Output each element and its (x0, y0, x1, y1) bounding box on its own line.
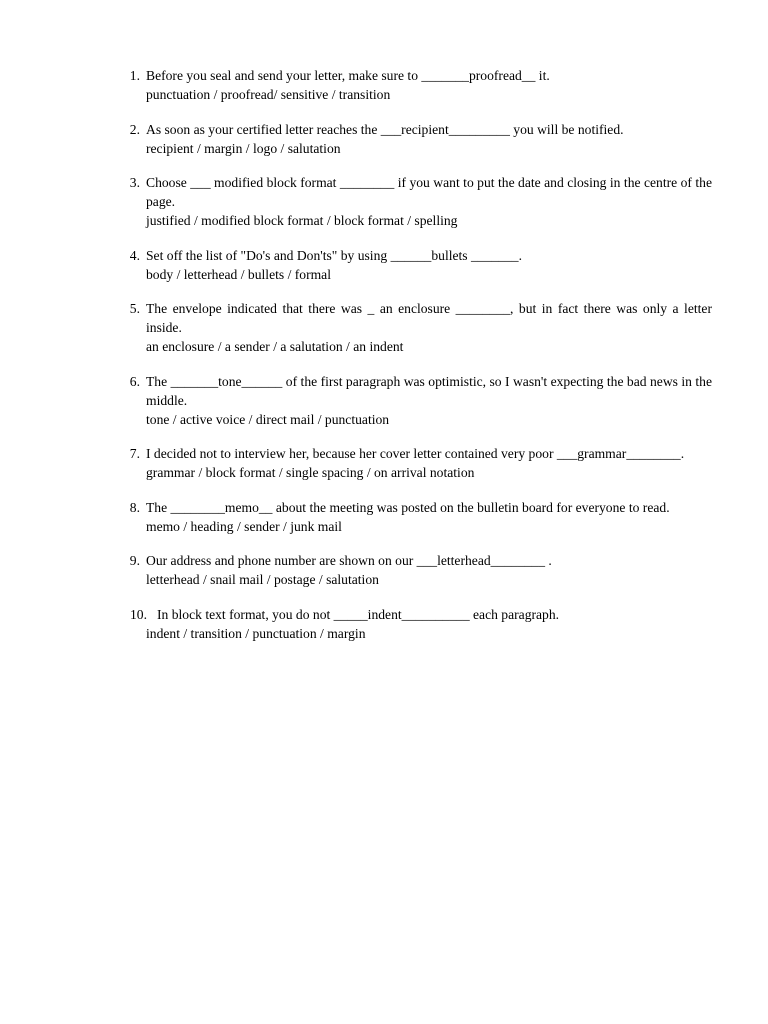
question-item-9 (0, 551, 768, 589)
question-options: body / letterhead / bullets / formal (146, 266, 331, 282)
question-number: 10. (130, 606, 147, 622)
question-item-7 (0, 444, 768, 482)
question-number: 7. (129, 446, 140, 461)
question-item-4 (0, 246, 768, 284)
question-text: Before you seal and send your letter, make sure to _______proofread__ it. (146, 68, 550, 83)
question-text: Choose ___ modified block format ________ if you want to put the date and closing in the centre of the page. (146, 175, 712, 209)
question-options: recipient / margin / logo / salutation (146, 140, 341, 156)
question-options: an enclosure / a sender / a salutation / an indent (146, 339, 404, 354)
question-item-8 (0, 498, 768, 536)
question-text: As soon as your certified letter reaches the ___recipient_________ you will be notified. (146, 121, 624, 137)
question-text: Set off the list of "Do's and Don'ts" by using ______bullets _______. (146, 247, 522, 263)
question-number: 9. (129, 553, 140, 568)
question-options: letterhead / snail mail / postage / salutation (146, 572, 379, 587)
question-number: 1. (129, 68, 140, 83)
question-item-2 (0, 120, 768, 158)
question-item-1 (0, 66, 768, 104)
question-options: tone / active voice / direct mail / punctuation (146, 411, 390, 427)
question-text: I decided not to interview her, because her cover letter contained very poor ___grammar________. (146, 446, 685, 461)
question-text: The ________memo__ about the meeting was posted on the bulletin board for everyone to read. (146, 499, 670, 515)
question-options: memo / heading / sender / junk mail (146, 518, 342, 534)
question-text: Our address and phone number are shown on our ___letterhead________ . (146, 553, 552, 568)
question-options: indent / transition / punctuation / margin (146, 625, 366, 641)
question-text: The envelope indicated that there was _ an enclosure ________, but in fact there was only a letter inside. (146, 301, 712, 335)
question-number: 6. (129, 373, 140, 389)
question-options: grammar / block format / single spacing / on arrival notation (146, 465, 475, 480)
question-options: justified / modified block format / block format / spelling (146, 213, 458, 228)
question-number: 5. (129, 301, 140, 316)
question-item-10 (0, 605, 768, 643)
question-number: 8. (129, 499, 140, 515)
question-item-6 (0, 372, 768, 429)
question-number: 2. (129, 121, 140, 137)
question-options: punctuation / proofread/ sensitive / transition (146, 87, 391, 102)
question-text: In block text format, you do not _____indent__________ each paragraph. (157, 606, 560, 622)
question-item-5 (0, 299, 768, 356)
question-list (0, 66, 768, 658)
question-number: 4. (129, 247, 140, 263)
question-number: 3. (129, 175, 140, 190)
question-text: The _______tone______ of the first paragraph was optimistic, so I wasn't expecting the bad news in the middle. (146, 373, 712, 408)
question-item-3 (0, 173, 768, 230)
